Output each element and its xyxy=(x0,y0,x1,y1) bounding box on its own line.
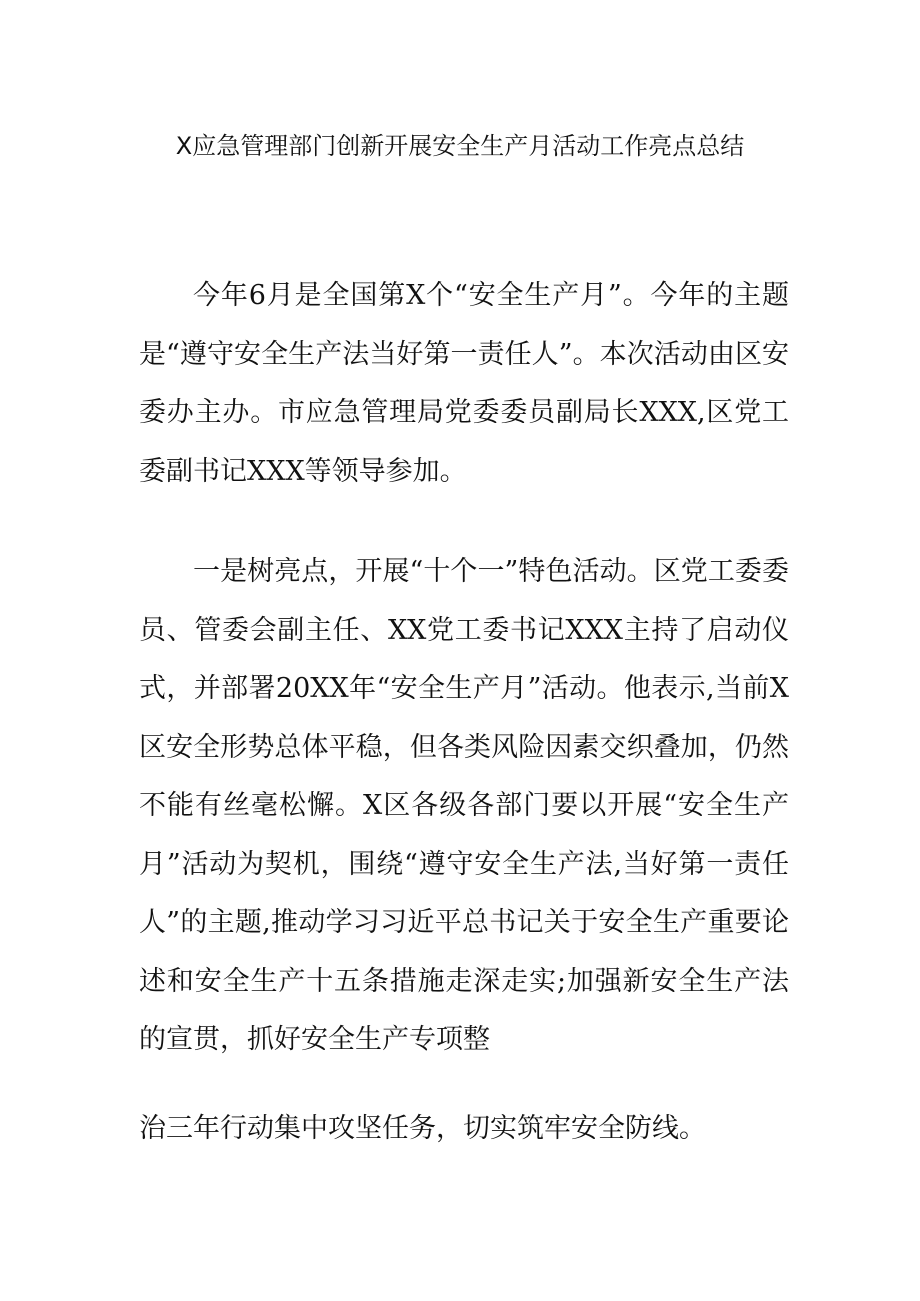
document-title: X应急管理部门创新开展安全生产月活动工作亮点总结 xyxy=(175,132,745,160)
paragraph-intro: 今年6月是全国第X个“安全生产月”。今年的主题是“遵守安全生产法当好第一责任人”。本次活动由区安委办主办。市应急管理局党委委员副局长XXX,区党工委副书记XXX等领导参加。 xyxy=(139,280,789,487)
paragraph-continuation: 治三年行动集中攻坚任务，切实筑牢安全防线。 xyxy=(139,1113,706,1144)
paragraph-highlight-one: 一是树亮点，开展“十个一”特色活动。区党工委委员、管委会副主任、XX党工委书记XXX主持了启动仪式，并部署20XX年“安全生产月”活动。他表示,当前X区安全形势总体平稳，但各类风险因素交织叠加，仍然不能有丝毫松懈。X区各级各部门要以开展“安全生产月”活动为契机，围绕“遵守安全生产法,当好第一责任人”的主题,推动学习习近平总书记关于安全生产重要论述和安全生产十五条措施走深走实;加强新安全生产法的宣贯，抓好安全生产专项整 xyxy=(139,556,789,1055)
